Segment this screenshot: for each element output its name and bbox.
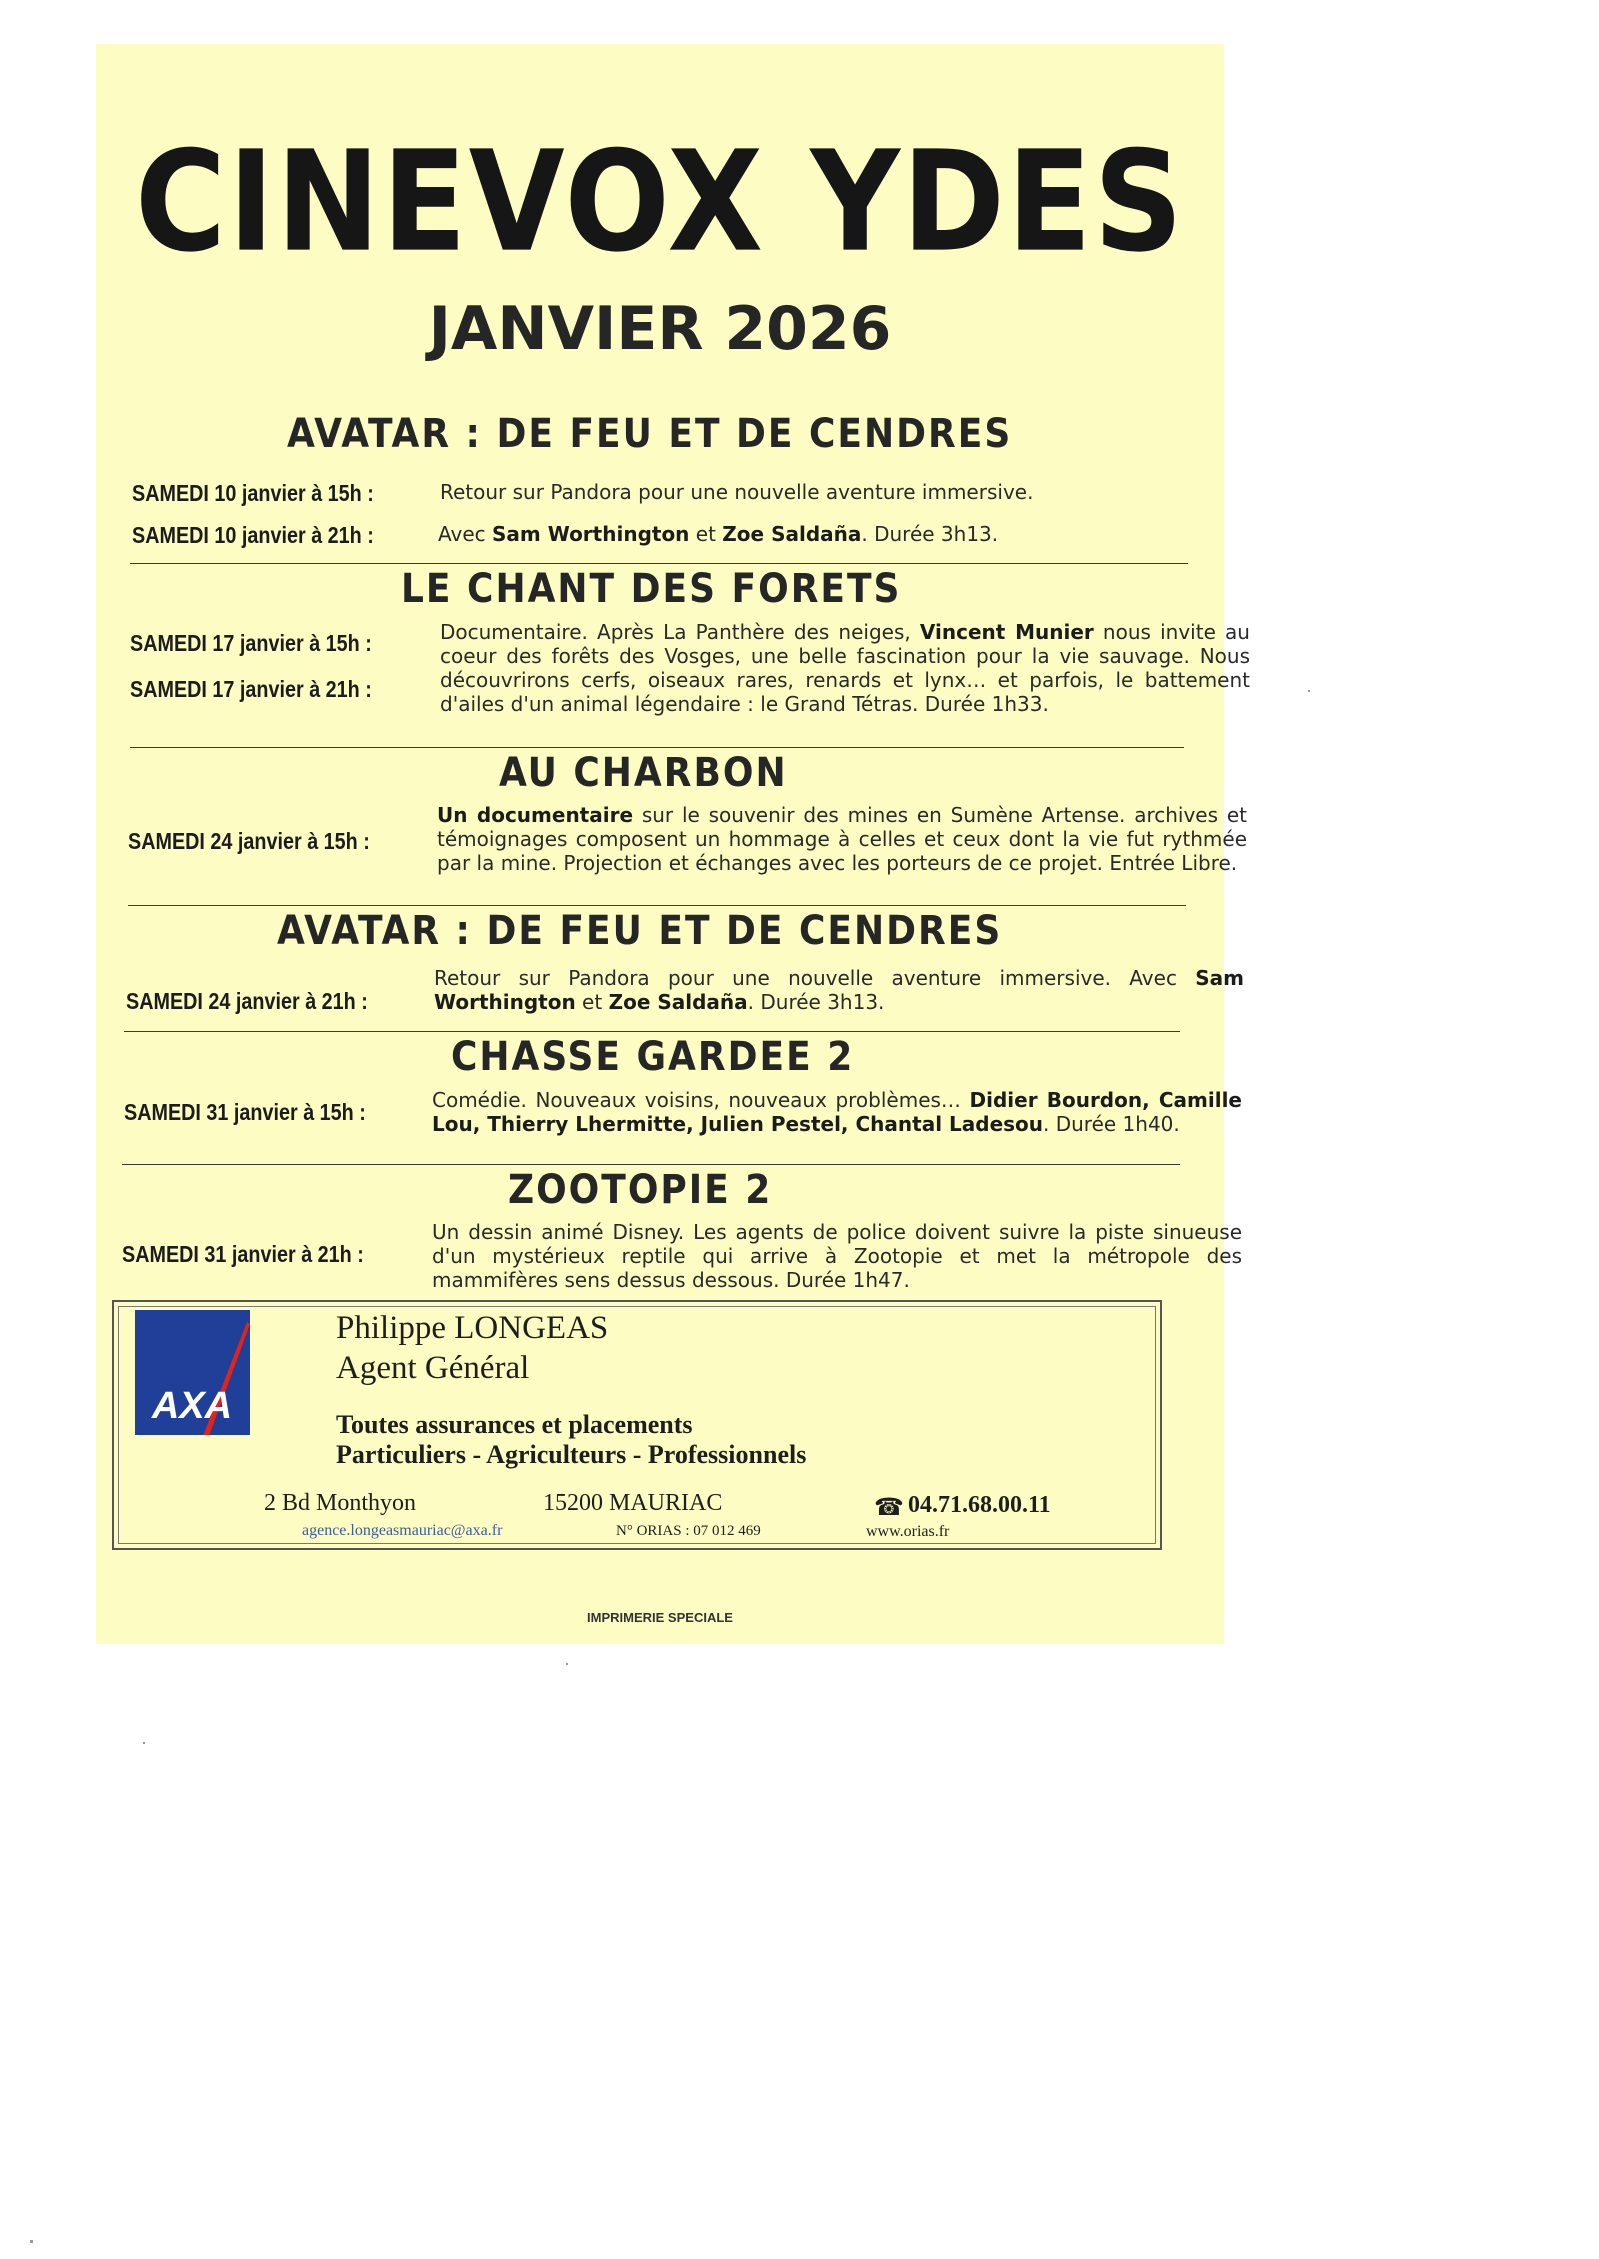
film-description — [440, 620, 1250, 716]
scan-speck — [30, 2240, 33, 2243]
session-date: SAMEDI 10 janvier à 15h : — [132, 480, 374, 506]
description-text: Retour sur Pandora pour une nouvelle aventure immersive. Avec — [434, 966, 1196, 990]
agent-city: 15200 MAURIAC — [543, 1490, 723, 1516]
ad-tagline-2: Particuliers - Agriculteurs - Professionnels — [336, 1440, 807, 1469]
axa-logo-text: AXA — [151, 1385, 233, 1427]
film-description — [432, 1220, 1242, 1292]
actor-name: Zoe Saldaña — [608, 990, 748, 1014]
film-description — [438, 522, 1248, 546]
description-text: . Durée 1h40. — [1043, 1112, 1180, 1136]
film-description — [437, 803, 1247, 875]
session-date: SAMEDI 31 janvier à 15h : — [124, 1099, 366, 1125]
director-name: Vincent Munier — [919, 620, 1094, 644]
description-text: Comédie. Nouveaux voisins, nouveaux problèmes… — [432, 1088, 970, 1112]
session-date: SAMEDI 10 janvier à 21h : — [132, 522, 374, 548]
agent-phone: 04.71.68.00.11 — [908, 1492, 1051, 1518]
session-date: SAMEDI 17 janvier à 21h : — [130, 676, 372, 702]
session-date: SAMEDI 17 janvier à 15h : — [130, 630, 372, 656]
film-title-chasse-gardee-2: CHASSE GARDEE 2 — [451, 1034, 855, 1080]
film-title-au-charbon: AU CHARBON — [499, 750, 788, 796]
film-title-zootopie-2: ZOOTOPIE 2 — [508, 1167, 773, 1213]
session-date: SAMEDI 24 janvier à 15h : — [128, 828, 370, 854]
scan-speck — [566, 1663, 568, 1665]
genre-label: Un documentaire — [437, 803, 634, 827]
session-date: SAMEDI 31 janvier à 21h : — [122, 1241, 364, 1267]
actor-name: Sam Worthington — [434, 966, 1244, 1014]
separator-line — [130, 747, 1184, 748]
description-text: Avec — [438, 522, 493, 546]
description-text: et — [575, 990, 609, 1014]
film-description — [434, 966, 1244, 1014]
description-text: . Durée 3h13. — [861, 522, 999, 546]
film-title-avatar-2: AVATAR : DE FEU ET DE CENDRES — [277, 908, 1003, 954]
agent-address: 2 Bd Monthyon — [264, 1490, 417, 1516]
separator-line — [122, 1164, 1180, 1165]
separator-line — [128, 905, 1186, 906]
description-text: et — [689, 522, 723, 546]
axa-logo — [135, 1310, 250, 1435]
axa-logo-graphic — [135, 1310, 250, 1435]
description-text: nous invite au coeur des forêts des Vosges, une belle fascination pour la vie sauvage. Nous découvrirons cerfs, oiseaux rares, renards et lynx… et parfois, le battement d'ailes d'un animal légendaire : le Grand Tétras. Durée 1h33. — [440, 620, 1250, 716]
actor-name: Sam Worthington — [492, 522, 690, 546]
agent-name: Philippe LONGEAS — [336, 1310, 609, 1346]
description-text: Documentaire. Après La Panthère des neiges, — [440, 620, 920, 644]
month-heading: JANVIER 2026 — [428, 294, 892, 364]
printer-credit: IMPRIMERIE SPECIALE — [587, 1610, 733, 1625]
orias-number: N° ORIAS : 07 012 469 — [616, 1523, 761, 1539]
film-description — [440, 480, 1250, 504]
description-text: Retour sur Pandora pour une nouvelle aventure immersive. — [440, 480, 1034, 504]
description-text: Un dessin animé Disney. Les agents de police doivent suivre la piste sinueuse d'un mystérieux reptile qui arrive à Zootopie et met la métropole des mammifères sens dessus dessous. Durée 1h47. — [432, 1220, 1242, 1292]
scan-speck — [1308, 690, 1310, 692]
separator-line — [130, 563, 1188, 564]
cinema-title: CINEVOX YDES — [135, 122, 1185, 284]
agent-email[interactable]: agence.longeasmauriac@axa.fr — [302, 1522, 503, 1539]
ad-tagline-1: Toutes assurances et placements — [336, 1410, 693, 1439]
scan-speck — [143, 1742, 145, 1744]
session-date: SAMEDI 24 janvier à 21h : — [126, 988, 368, 1014]
telephone-icon: ☎ — [874, 1495, 904, 1521]
film-title-avatar-1: AVATAR : DE FEU ET DE CENDRES — [287, 411, 1013, 457]
film-title-chant-des-forets: LE CHANT DES FORETS — [401, 566, 902, 612]
film-description — [432, 1088, 1242, 1136]
actor-name: Zoe Saldaña — [722, 522, 862, 546]
description-text: sur le souvenir des mines en Sumène Artense. archives et témoignages composent un hommage à celles et ceux dont la vie fut rythmée par la mine. Projection et échanges avec les porteurs de ce projet. Entrée Libre. — [437, 803, 1247, 875]
agent-role: Agent Général — [336, 1350, 530, 1386]
orias-website[interactable]: www.orias.fr — [866, 1523, 950, 1540]
cast-names: Didier Bourdon, Camille Lou, Thierry Lhermitte, Julien Pestel, Chantal Ladesou — [432, 1088, 1242, 1136]
description-text: . Durée 3h13. — [747, 990, 885, 1014]
separator-line — [124, 1031, 1180, 1032]
